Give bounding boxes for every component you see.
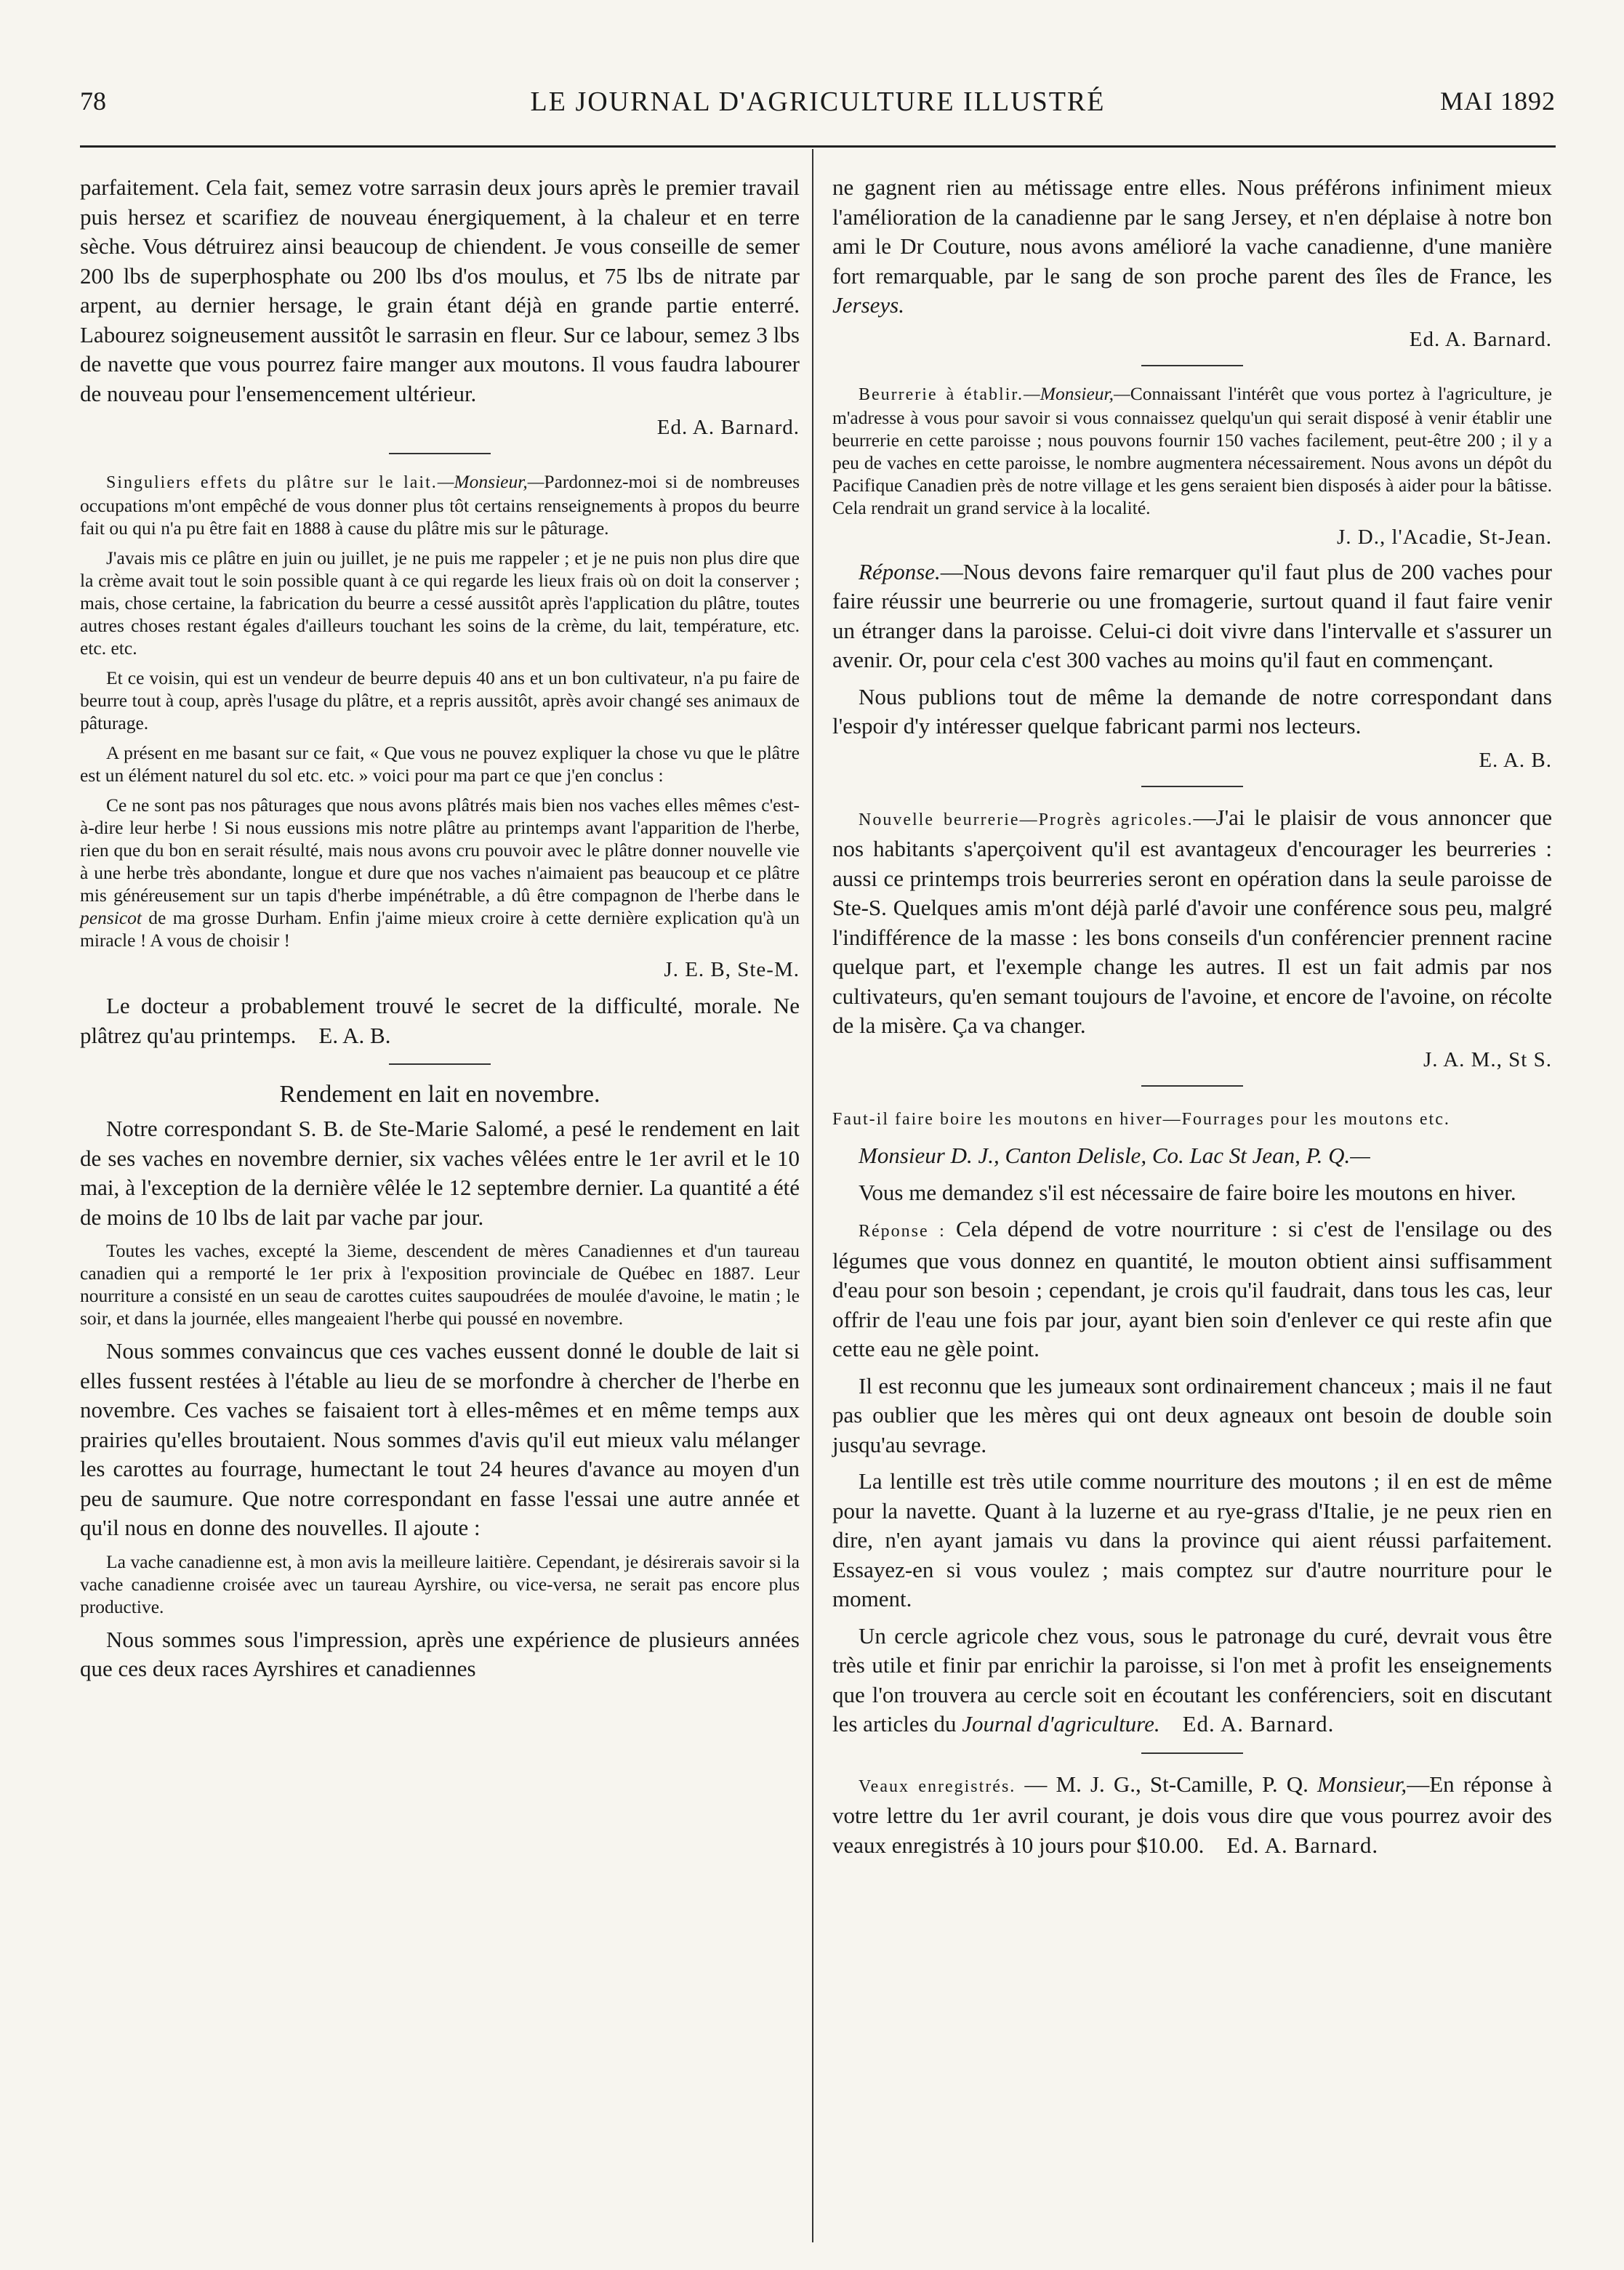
paragraph: J'avais mis ce plâtre en juin ou juillet, je ne puis me rappeler ; et je ne puis non plus dire que la crème avait tout le soin possible quant à ce qui regarde les lieux frais où on doit la conserver ; mais, chose certaine, la fabrication du beurre a cessé aussitôt après l'application du plâtre, toutes autres choses restant égales d'ailleurs touchant les soins de la crème, du lait, température, etc. etc. etc.	[80, 547, 800, 659]
paragraph: Vous me demandez s'il est nécessaire de faire boire les moutons en hiver.	[859, 1179, 1516, 1205]
separator	[389, 1063, 491, 1065]
left-column	[80, 173, 800, 1691]
page-header	[80, 86, 1556, 129]
article-title: Nouvelle beurrerie—Progrès agricoles.	[859, 810, 1194, 829]
separator	[1141, 1752, 1243, 1754]
signature: Ed. A. Barnard.	[1226, 1832, 1379, 1858]
signature: Ed. A. Barnard.	[1182, 1711, 1335, 1736]
article-beurrerie	[832, 382, 1552, 519]
separator	[1141, 365, 1243, 366]
paragraph	[80, 991, 800, 1050]
text-run: Cela dépend de votre nourriture : si c'est de l'ensilage ou des légumes que vous donnez en quantité, le mouton obtient ainsi suffisamment d'eau pour son besoin ; cependant, je crois qu'il faudrait, dans tous les cas, leur offrir de l'eau une fois par jour, ayant bien soin d'enlever ce qui reste afin que cette eau ne gèle point.	[832, 1216, 1553, 1361]
emphasis: Journal d'agriculture.	[962, 1711, 1160, 1736]
article-plaster	[80, 470, 800, 539]
title-text: Faut-il faire boire les moutons en hiver—Fourrages pour les moutons etc.	[832, 1109, 1450, 1129]
paragraph: La lentille est très utile comme nourriture des moutons ; il en est de même pour la navette. Quant à la luzerne et au rye-grass d'Italie, je ne peux rien en dire, n'en ayant jamais vu dans la province qui aient réussi parfaitement. Essayez-en si vous voulez ; mais comptez sur d'autre nourriture pour le moment.	[832, 1468, 1552, 1611]
paragraph: A présent en me basant sur ce fait, « Que vous ne pouvez expliquer la chose vu que le plâtre est un élément naturel du sol etc. etc. » voici pour ma part ce que j'en conclus :	[80, 742, 800, 786]
section-heading: Rendement en lait en novembre.	[279, 1081, 600, 1108]
paragraph: Et ce voisin, qui est un vendeur de beurre depuis 40 ans et un bon cultivateur, n'a pu faire de beurre tout à coup, après l'usage du plâtre, et a repris aussitôt, après avoir changé ses animaux de pâturage.	[80, 667, 800, 733]
article-title: Beurrerie à établir.	[859, 385, 1024, 404]
paragraph	[832, 558, 1552, 675]
signature: J. A. M., St S.	[1423, 1047, 1552, 1071]
paragraph: parfaitement. Cela fait, semez votre sarrasin deux jours après le premier travail puis hersez et scarifiez de nouveau énergiquement, à la chaleur et en terre sèche. Vous détruirez ainsi beaucoup de chiendent. Je vous conseille de semer 200 lbs de superphosphate ou 200 lbs d'os moulus, et 75 lbs de nitrate par arpent, au dernier hersage, le grain étant déjà en grande partie enterré. Labourez soigneusement aussitôt le sarrasin en fleur. Sur ce labour, semez 3 lbs de navette que vous pourrez faire manger aux moutons. Il vous faudra labourer de nouveau pour l'ensemencement ultérieur.	[80, 174, 800, 406]
address-text: Monsieur D. J., Canton Delisle, Co. Lac St Jean, P. Q.—	[859, 1143, 1370, 1168]
paragraph	[832, 1215, 1552, 1364]
address	[832, 1141, 1552, 1171]
text-run: Le docteur a probablement trouvé le secret de la difficulté, morale. Ne plâtrez qu'au printemps.	[80, 993, 800, 1048]
reply-label: Réponse :	[859, 1222, 946, 1241]
paragraph: Notre correspondant S. B. de Ste-Marie Salomé, a pesé le rendement en lait de ses vaches en novembre dernier, six vaches vêlées entre le 1er avril et le 10 mai, à l'exception de la dernière vêlée le 12 septembre dernier. La quantité a été de moins de 10 lbs de lait par vache par jour.	[80, 1116, 800, 1230]
article-nouvelle-beurrerie	[832, 803, 1552, 1041]
text-run: —Nous devons faire remarquer qu'il faut plus de 200 vaches pour faire réussir une beurrerie ou une fromagerie, surtout quand il faut faire venir un étranger dans la paroisse. Celui-ci doit vivre dans l'intervalle et s'assurer un avenir. Or, pour cela c'est 300 vaches au moins qu'il faut en commençant.	[832, 558, 1552, 672]
salutation: —Monsieur,—	[1024, 382, 1130, 404]
separator	[1141, 1085, 1243, 1087]
paragraph: Nous publions tout de même la demande de notre correspondant dans l'espoir d'y intéresser quelque fabricant parmi nos lecteurs.	[832, 683, 1552, 738]
separator	[389, 453, 491, 454]
separator	[1141, 786, 1243, 787]
column-divider	[812, 149, 813, 2242]
paragraph: Connaissant l'intérêt que vous portez à l'agriculture, je m'adresse à vous pour savoir si vous connaissez quelqu'un qui serait disposé à venir établir une beurrerie en cette paroisse ; nous pouvons fournir 150 vaches facilement, peut-être 200 ; il y a peu de vaches en cette paroisse, le nombre augmentera nécessairement. Nous avons un dépôt du Pacifique Canadien près de notre village et les gens seraient bien disposés à aider pour la bâtisse. Cela rendrait un grand service à la localité.	[832, 382, 1552, 518]
signature: Ed. A. Barnard.	[656, 416, 800, 439]
paragraph	[80, 794, 800, 951]
paragraph: Toutes les vaches, excepté la 3ieme, descendent de mères Canadiennes et d'un taureau canadien qui a remporté le 1er prix à l'exposition provinciale de Québec en 1887. Leur nourriture a consisté en un seau de carottes cuites saupoudrées de moulée d'avoine, le matin ; le soir, et dans la journée, elles mangeaient l'herbe qui poussé en novembre.	[80, 1240, 800, 1329]
salutation: —Monsieur,—	[437, 471, 544, 492]
journal-title: LE JOURNAL D'AGRICULTURE ILLUSTRÉ	[530, 86, 1106, 117]
text-run: Un cercle agricole chez vous, sous le patronage du curé, devrait vous être très utile et finir par enrichir la paroisse, si l'on met à profit les enseignements que l'on trouvera au cercle soit en écoutant les conférenciers, soit en discutant les articles du	[832, 1622, 1552, 1736]
signature: E. A. B.	[1479, 748, 1552, 772]
text-run: — M. J. G., St-Camille, P. Q.	[1016, 1771, 1309, 1797]
signature: E. A. B.	[318, 1022, 391, 1048]
paragraph	[832, 173, 1552, 321]
signature: J. E. B, Ste-M.	[664, 958, 800, 981]
right-column	[832, 173, 1552, 1867]
salutation: Monsieur,	[1317, 1771, 1407, 1797]
signature: J. D., l'Acadie, St-Jean.	[1337, 525, 1552, 549]
paragraph: —J'ai le plaisir de vous annoncer que nos habitants s'aperçoivent qu'il est avantageux d'encourager les beurreries : aussi ce printemps trois beurreries seront en opération dans la seule paroisse de Ste-S. Quelques amis m'ont déjà parlé d'avoir une conférence sous peu, malgré l'indifférence de la masse : les bons conseils d'un conférencier prennent racine quelque part, et l'exemple change les autres. Il est un fait admis par nos cultivateurs, qu'en semant toujours de l'avoine, et encore de l'avoine, on récolte de la misère. Ça va changer.	[832, 804, 1552, 1038]
emphasis: Jerseys.	[832, 292, 904, 318]
paragraph: Nous sommes convaincus que ces vaches eussent donné le double de lait si elles fussent restées à l'étable au lieu de se morfondre à chercher de l'herbe en novembre. Ces vaches se faisaient tort à elles-mêmes et en même temps aux prairies qu'elles broutaient. Nous sommes d'avis qu'il eut mieux valu mélanger les carottes au fourrage, humectant le tout 24 heures d'avance au moyen d'un peu de saumure. Que notre correspondant en fasse l'essai une autre année et qu'il nous en donne des nouvelles. Il ajoute :	[80, 1338, 800, 1540]
reply-label: Réponse.	[859, 558, 941, 584]
header-rule	[80, 145, 1556, 148]
text-run: Ce ne sont pas nos pâturages que nous avons plâtrés mais bien nos vaches elles mêmes c'est-à-dire leur herbe ! Si nous eussions mis notre plâtre au printemps avant l'apparition de l'herbe, rien que du bon en serait résulté, mais nous avons cru pouvoir avec le plâtre donner nouvelle vie à une herbe très abondante, longue et dure que nos vaches n'aimaient pas beaucoup et ce plâtre mis généreusement sur un tapis d'herbe impénétrable, a dû être compagnon de l'herbe dans le	[80, 794, 800, 906]
article-title: Singuliers effets du plâtre sur le lait.	[106, 473, 438, 492]
paragraph: La vache canadienne est, à mon avis la meilleure laitière. Cependant, je désirerais savoir si la vache canadienne croisée avec un taureau Ayrshire, ou vice-versa, ne serait pas encore plus productive.	[80, 1550, 800, 1617]
issue-date: MAI 1892	[1440, 86, 1556, 116]
page-number: 78	[80, 86, 106, 116]
article-veaux	[832, 1770, 1552, 1861]
paragraph: Il est reconnu que les jumeaux sont ordinairement chanceux ; mais il ne faut pas oublier que les mères qui ont deux agneaux ont besoin de double soin jusqu'au sevrage.	[832, 1372, 1552, 1457]
emphasis: pensicot	[80, 907, 142, 928]
text-run: de ma grosse Durham. Enfin j'aime mieux croire à cette dernière explication qu'à un miracle ! A vous de choisir !	[80, 907, 800, 951]
signature: Ed. A. Barnard.	[1409, 327, 1552, 351]
paragraph	[832, 1622, 1552, 1739]
paragraph: Pardonnez-moi si de nombreuses occupations m'ont empêché de vous donner plus tôt certains renseignements à propos du beurre fait ou qui n'a pu être fait en 1888 à cause du plâtre mis sur le pâturage.	[80, 471, 800, 539]
text-run: —En réponse à votre lettre du 1er avril courant, je dois vous dire que vous pourrez avoir des veaux enregistrés à 10 jours pour $10.00.	[832, 1771, 1553, 1858]
article-title	[832, 1103, 1552, 1135]
paragraph: Nous sommes sous l'impression, après une expérience de plusieurs années que ces deux races Ayrshires et canadiennes	[80, 1626, 800, 1681]
article-title: Veaux enregistrés.	[859, 1776, 1016, 1796]
text-run: ne gagnent rien au métissage entre elles. Nous préférons infiniment mieux l'amélioration de la canadienne par le sang Jersey, et n'en déplaise à notre bon ami le Dr Couture, nous avons amélioré la vache canadienne, d'une manière fort remarquable, par le sang de son proche parent des îles de France, les	[832, 174, 1552, 289]
